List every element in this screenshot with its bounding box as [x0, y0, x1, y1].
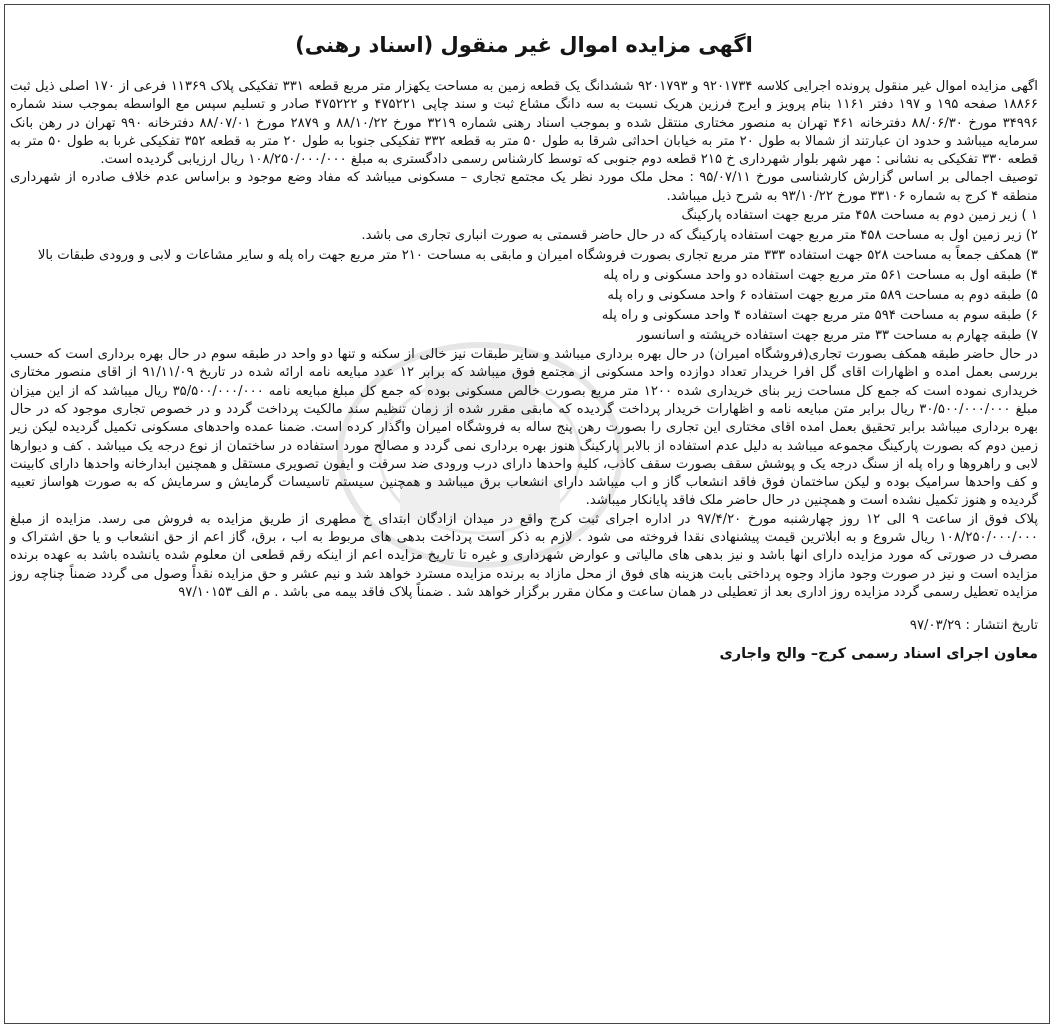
notice-body: در حال حاضر طبقه همکف بصورت تجاری(فروشگاه امیران) در حال بهره برداری میباشد و سایر طبقات نیز خالی از سکنه و تنها دو واحد در طبقه سوم در حال بهره برداری است که حسب بررسی بعمل امده و اظهارات اقای گل افرا خریدار تعداد دوازده واحد مسکونی از مجتمع فوق میباشد که برابر ۱۲ عدد مبایعه نامه ارائه شده در تاریخ ۹۱/۱۱/۰۹ از اقای منصور مختاری خریداری نموده است که جمع کل مساحت زیر بنای خریداری شده ۱۲۰۰ متر مربع بصورت خالص مسکونی بوده که جمع کل مبلغ مبایعه نامه ۳۵/۵۰۰/۰۰۰/۰۰۰ ریال میباشد که از این میزان مبلغ ۳۰/۵۰۰/۰۰۰/۰۰۰ ریال برابر متن مبایعه نامه و اظهارات خریدار پرداخت گردیده که مابقی مقرر شده از زمان تنظیم سند مالکیت پرداخت گردد و در خصوص تجاری موجود که در حال بهره برداری میباشد برابر تحقیق بعمل امده اقای مختاری این تجاری را بصورت رهن پنج ساله به فروشگاه امیران واگذار کرده است. ضمنا عمده واحدهای مسکونی تکمیل گردیده لیکن زیر زمین دوم که بصورت پارکینگ مجموعه میباشد به دلیل عدم استفاده از بالابر پارکینگ هنوز بهره برداری نمی گردد و مصالح مورد استفاده در ساختمان از نوع درجه یک میباشد . کف و دیوارها لابی و راهروها و راه پله از سنگ درجه یک و پوشش سقف بصورت سقف کاذب، کلیه واحدها دارای درب ورودی ضد سرقت و ایفون تصویری مستقل و همچنین ابدارخانه واحدها دارای کابینت و کف واحدها سرامیک بوده و لیکن ساختمان فوق فاقد انشعاب گاز و اب میباشد دارای انشعاب برق میباشد و همچنین سیستم تاسیسات گرمایش و سرمایش که به صورت هواساز تعبیه گردیده و هنوز تکمیل نشده است و همچنین در حال حاضر ملک فاقد پایانکار میباشد. — [10, 347, 1038, 509]
floor-item: ۵) طبقه دوم به مساحت ۵۸۹ متر مربع جهت استفاده ۶ واحد مسکونی و راه پله — [607, 288, 1038, 304]
floor-item: ۶) طبقه سوم به مساحت ۵۹۴ متر مربع جهت استفاده ۴ واحد مسکونی و راه پله — [601, 308, 1038, 324]
notice-title: اگهی مزایده اموال غیر منقول (اسناد رهنی) — [295, 33, 753, 57]
notice-paragraph: اگهی مزایده اموال غیر منقول پرونده اجرایی کلاسه ۹۲۰۱۷۳۴ و ۹۲۰۱۷۹۳ ششدانگ یک قطعه زمین به مساحت یکهزار متر مربع قطعه ۳۳۱ تفکیکی پلاک ۱۱۳۶۹ فرعی از ۱۷۰ اصلی ذیل ثبت ۱۸۸۶۶ صفحه ۱۹۵ و ۱۹۷ دفتر ۱۱۶۱ بنام پرویز و ایرج فرزین هریک نسبت به سه دانگ مشاع ثبت و سند چاپی ۴۷۵۲۲۱ و ۴۷۵۲۲۲ صادر و تسلیم سپس مع الواسطه بموجب سند شماره ۳۴۹۹۶ مورخ ۸۸/۰۶/۳۰ دفترخانه ۴۶۱ تهران به منصور مختاری منتقل شده و بموجب اسناد رهنی شماره ۳۲۱۹ مورخ ۸۸/۱۰/۲۲ و ۲۸۷۹ مورخ ۸۸/۰۷/۰۱ دفترخانه ۹۹۰ تهران در رهن بانک سرمایه میباشد و حدود ان عبارتند از شمالا به طول ۲۰ متر به خیابان احداثی شرقا به طول ۵۰ متر به قطعه ۳۳۲ تفکیکی جنوبا به طول ۲۰ متر به قطعه ۳۵۲ تفکیکی غربا به طول ۵۰ متر به قطعه ۳۳۰ تفکیکی به نشانی : مهر شهر بلوار شهرداری خ ۲۱۵ قطعه دوم جنوبی که توسط کارشناس رسمی دادگستری به مبلغ ۱۰۸/۲۵۰/۰۰۰/۰۰۰ ریال ارزیابی گردیده است. — [10, 79, 1038, 168]
floor-item: ۴) طبقه اول به مساحت ۵۶۱ متر مربع جهت استفاده دو واحد مسکونی و راه پله — [603, 268, 1038, 284]
floor-item: ۱ ) زیر زمین دوم به مساحت ۴۵۸ متر مربع جهت استفاده پارکینگ — [681, 208, 1038, 224]
signature: معاون اجرای اسناد رسمی کرج– والح واجاری — [719, 646, 1038, 663]
floor-item: ۷) طبقه چهارم به مساحت ۳۳ متر مربع جهت استفاده خرپشته و اسانسور — [637, 328, 1038, 344]
auction-notice — [10, 8, 1038, 666]
notice-paragraph: توصیف اجمالی بر اساس گزارش کارشناسی مورخ ۹۵/۰۷/۱۱ : محل ملک مورد نظر یک مجتمع تجاری – مسکونی میباشد که مفاد وضع موجود و براساس عدم خلاف صادره از شهرداری منطقه ۴ کرج به شماره ۳۳۱۰۶ مورخ ۹۳/۱۰/۲۲ به شرح ذیل میباشد. — [10, 170, 1038, 204]
publish-date: تاریخ انتشار : ۹۷/۰۳/۲۹ — [909, 618, 1038, 634]
floor-item: ۲) زیر زمین اول به مساحت ۴۵۸ متر مربع جهت استفاده پارکینگ که در حال حاضر قسمتی به صورت انباری تجاری می باشد. — [361, 228, 1038, 244]
floor-item: ۳) همکف جمعاً به مساحت ۵۲۸ جهت استفاده ۳۳۳ متر مربع تجاری بصورت فروشگاه امیران و مابقی به مساحت ۲۱۰ متر مربع جهت راه پله و سایر مشاعات و لابی و ورودی طبقات بالا — [37, 248, 1038, 264]
notice-body: پلاک فوق از ساعت ۹ الی ۱۲ روز چهارشنبه مورخ ۹۷/۴/۲۰ در اداره اجرای ثبت کرج واقع در میدان ازادگان ابتدای خ مطهری از طریق مزایده به فروش می رسد. مزایده از مبلغ ۱۰۸/۲۵۰/۰۰۰/۰۰۰ ریال شروع و به ابلاترین قیمت پیشنهادی نقدا فروخته می شود . لازم به ذکر است پرداخت بدهی های مربوط به اب ، برق، گاز اعم از حق انشعاب و یا حق اشتراک و مصرف در صورتی که مورد مزایده دارای انها باشد و نیز بدهی های مالیاتی و عوارض شهرداری و غیره تا تاریخ مزایده اعم از اینکه رقم قطعی ان معلوم شده یانشده باشد به عهده برنده مزایده است و نیز در صورت وجود مازاد وجوه پرداختی بابت هزینه های فوق از محل مازاد به برنده مزایده مسترد خواهد شد و نیم عشر و حق مزایده نقداً وصول می گردد ضمناً چناچه روز مزایده تعطیل رسمی گردد مزایده روز اداری بعد از تعطیلی در همان ساعت و مکان مقرر برگزار خواهد شد . ضمناً پلاک فاقد بیمه می باشد . م الف ۹۷/۱۰۱۵۳ — [10, 511, 1039, 600]
